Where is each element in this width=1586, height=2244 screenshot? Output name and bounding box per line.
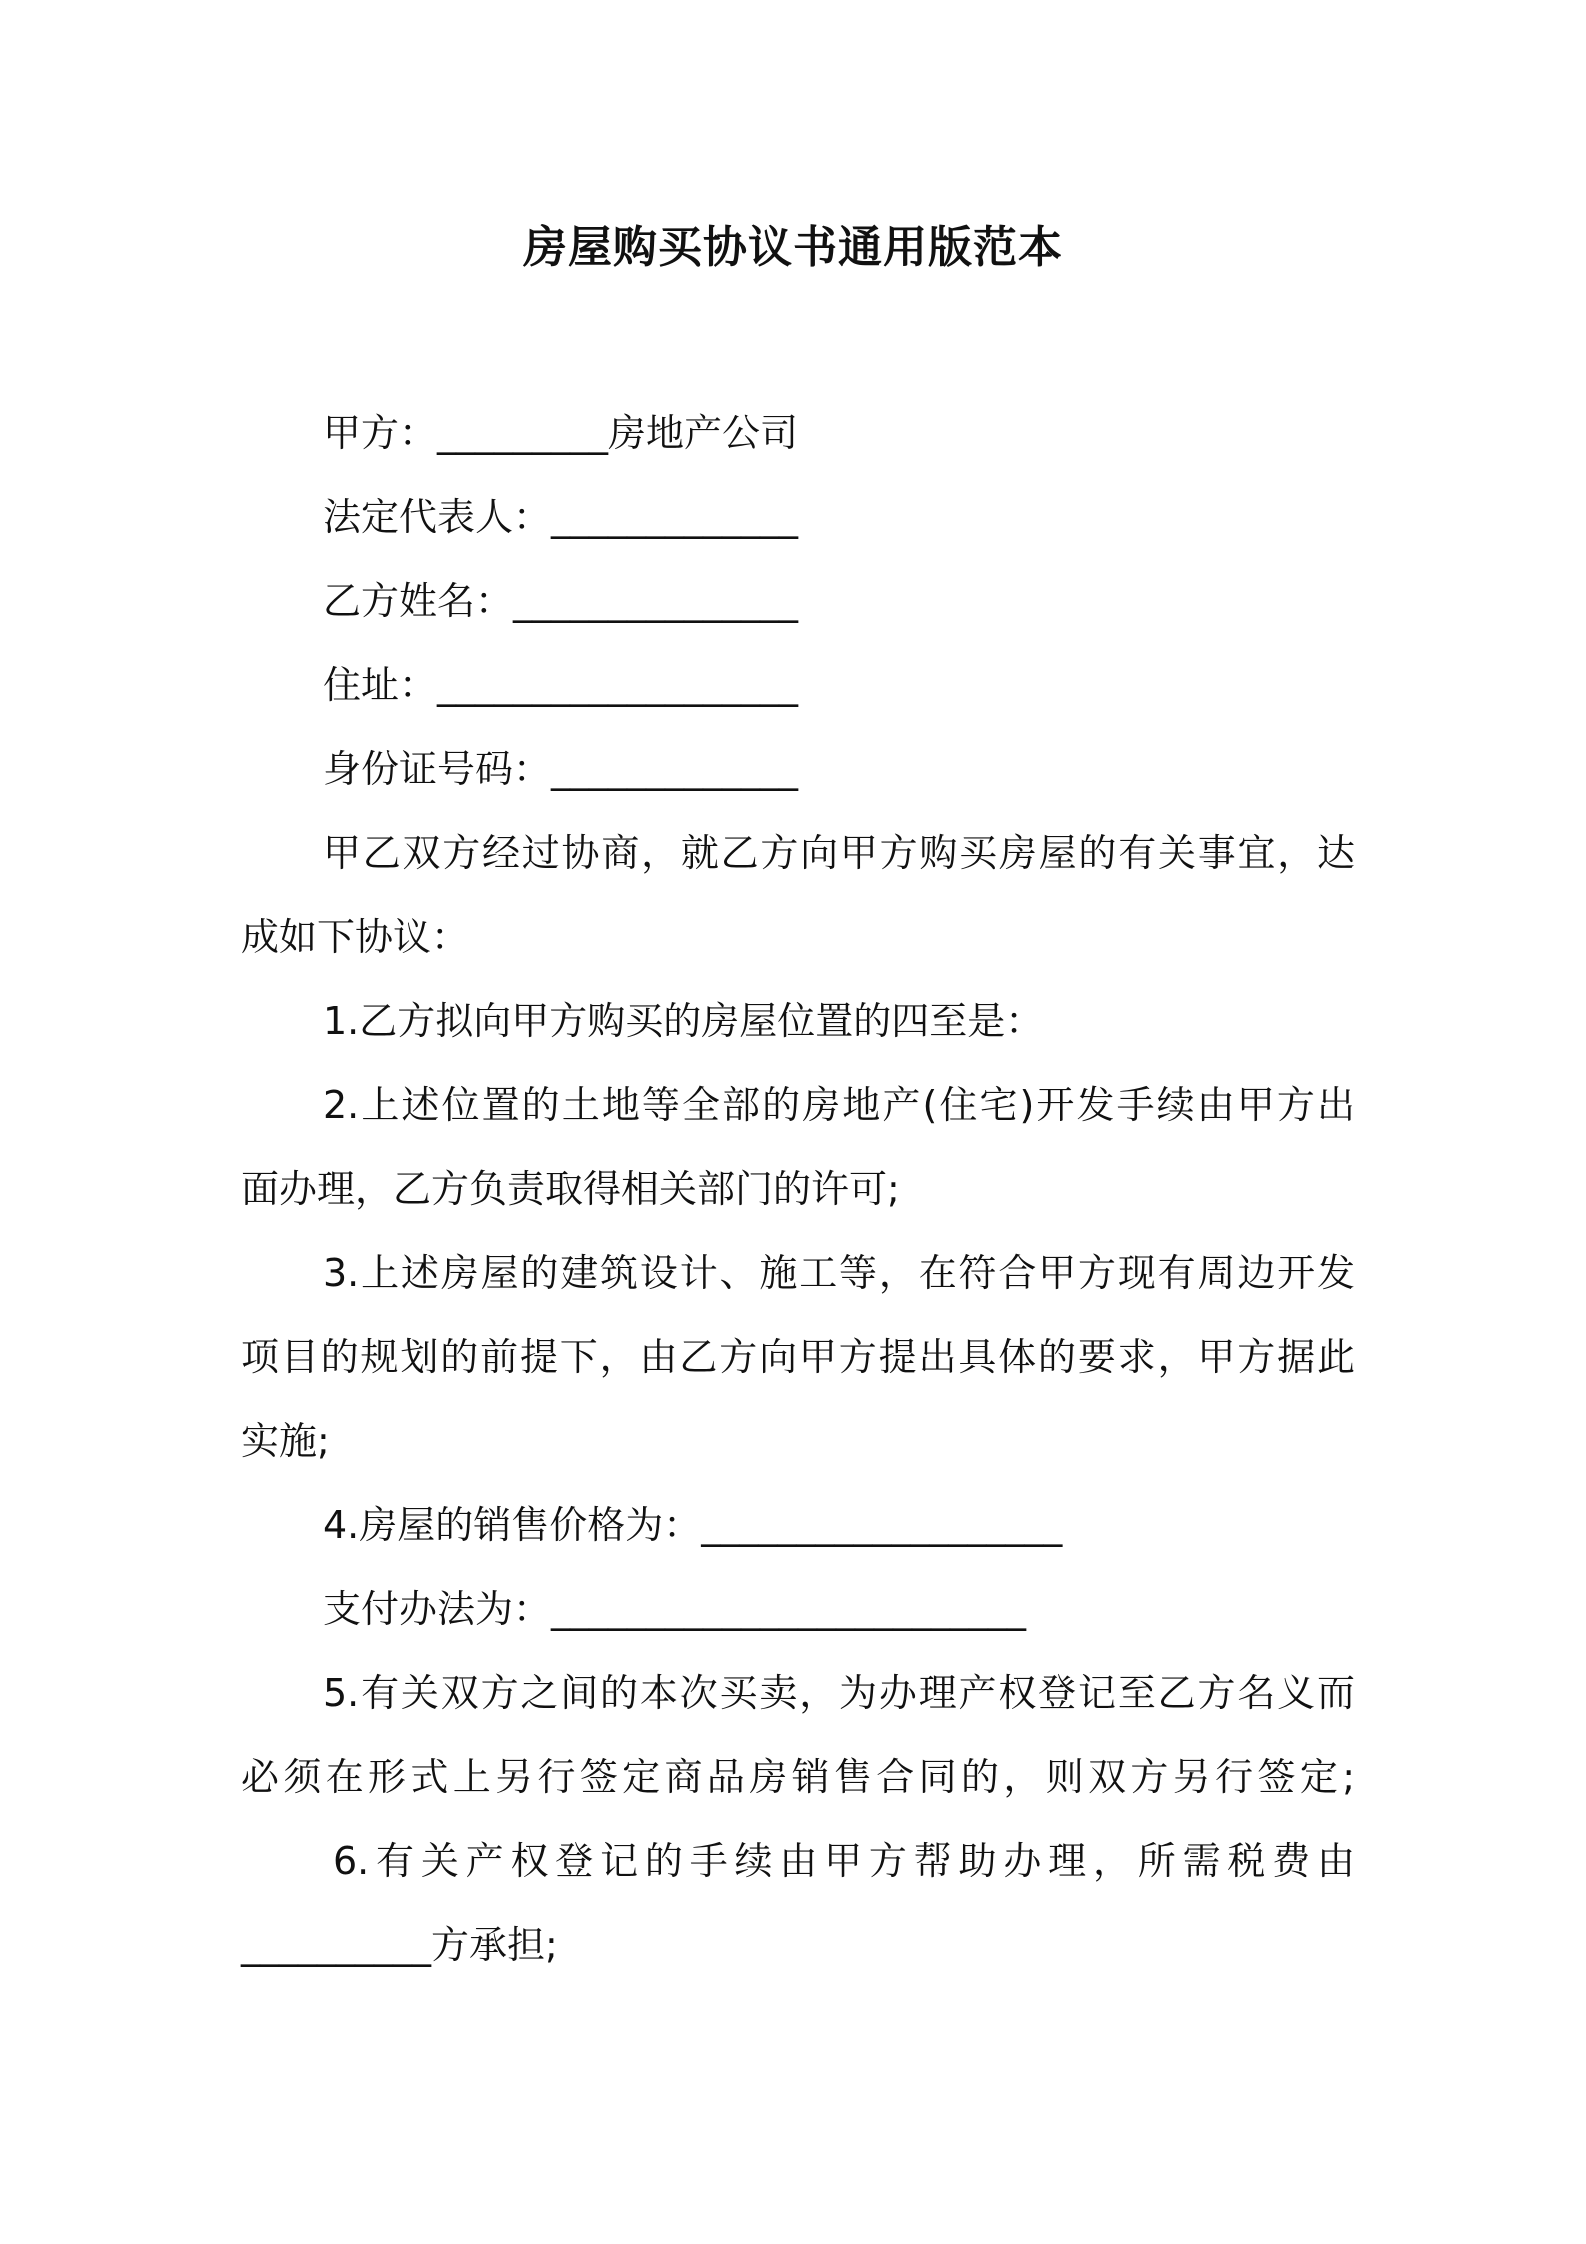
clause-3-line-1: 3.上述房屋的建筑设计、施工等，在符合甲方现有周边开发 bbox=[323, 1251, 1355, 1295]
party-b-name-line: 乙方姓名：_______________ bbox=[323, 579, 799, 623]
clause-4-payment-line: 支付办法为：_________________________ bbox=[323, 1587, 1027, 1631]
clause-2-line-1: 2.上述位置的土地等全部的房地产(住宅)开发手续由甲方出 bbox=[323, 1083, 1355, 1127]
intro-paragraph-line-1: 甲乙双方经过协商，就乙方向甲方购买房屋的有关事宜，达 bbox=[323, 831, 1355, 875]
clause-6-line-2: __________方承担; bbox=[241, 1923, 558, 1967]
clause-2-line-2: 面办理，乙方负责取得相关部门的许可; bbox=[241, 1167, 900, 1211]
id-number-line: 身份证号码：_____________ bbox=[323, 747, 799, 791]
clause-3-line-2: 项目的规划的前提下，由乙方向甲方提出具体的要求，甲方据此 bbox=[241, 1335, 1355, 1379]
clause-5-line-2: 必须在形式上另行签定商品房销售合同的，则双方另行签定; bbox=[241, 1755, 1355, 1799]
clause-1: 1.乙方拟向甲方购买的房屋位置的四至是： bbox=[323, 999, 1044, 1043]
clause-5-line-1: 5.有关双方之间的本次买卖，为办理产权登记至乙方名义而 bbox=[323, 1671, 1355, 1715]
document-title: 房屋购买协议书通用版范本 bbox=[523, 222, 1063, 273]
party-a-line: 甲方：_________房地产公司 bbox=[323, 411, 799, 455]
clause-4-price-line: 4.房屋的销售价格为：___________________ bbox=[323, 1503, 1063, 1547]
clause-6-line-1: 6.有关产权登记的手续由甲方帮助办理，所需税费由 bbox=[333, 1839, 1355, 1883]
intro-paragraph-line-2: 成如下协议： bbox=[241, 915, 470, 959]
clause-3-line-3: 实施; bbox=[241, 1419, 330, 1463]
address-line: 住址：___________________ bbox=[323, 663, 799, 707]
legal-representative-line: 法定代表人：_____________ bbox=[323, 495, 799, 539]
